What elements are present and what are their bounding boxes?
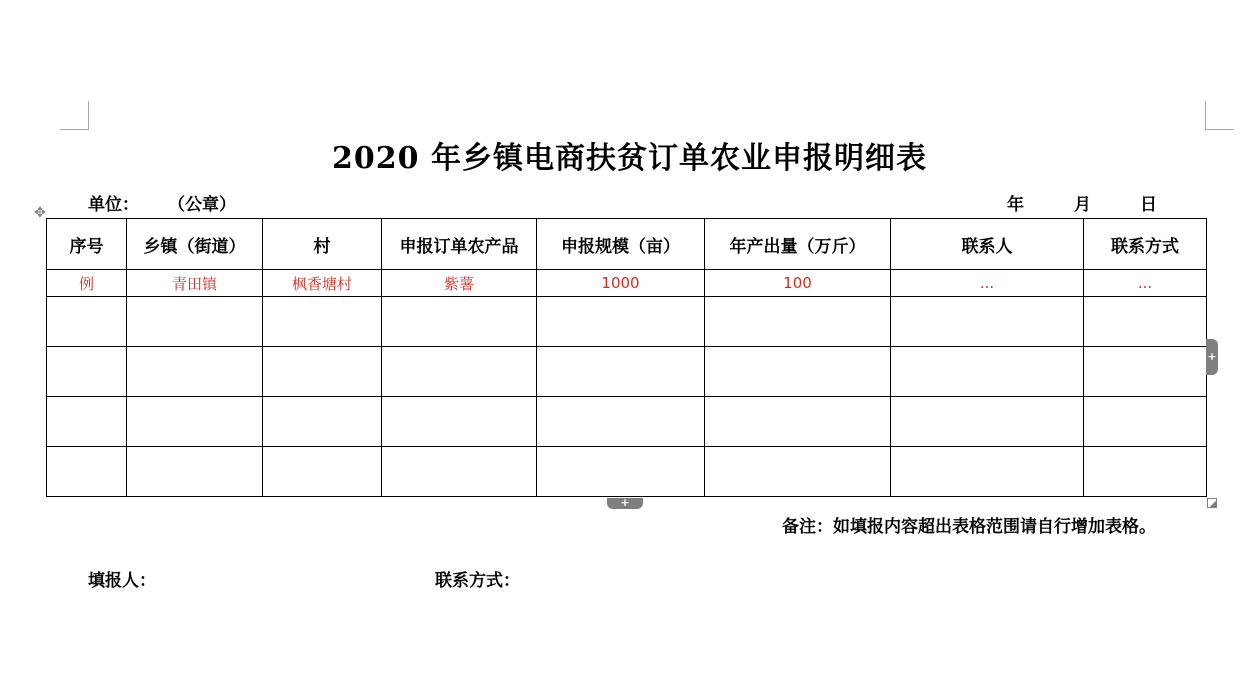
example-cell-contact-info[interactable]: ... xyxy=(1084,270,1207,297)
table-cell[interactable] xyxy=(382,447,537,497)
table-cell[interactable] xyxy=(263,397,382,447)
table-cell[interactable] xyxy=(263,347,382,397)
table-cell[interactable] xyxy=(891,297,1084,347)
application-table xyxy=(46,218,1207,497)
page-corner-marker-top-right xyxy=(1205,101,1234,130)
table-move-handle-icon[interactable]: ✥ xyxy=(34,205,46,221)
header-cell-village[interactable]: 村 xyxy=(263,219,382,270)
header-cell-township[interactable]: 乡镇（街道） xyxy=(127,219,263,270)
add-row-button[interactable] xyxy=(607,498,643,509)
contact-label: 联系方式： xyxy=(435,571,520,591)
table-cell[interactable] xyxy=(705,297,891,347)
table-cell[interactable] xyxy=(382,397,537,447)
plus-icon: + xyxy=(620,496,630,509)
date-day-label: 日 xyxy=(1140,195,1157,215)
table-cell[interactable] xyxy=(891,347,1084,397)
table-cell[interactable] xyxy=(47,447,127,497)
table-cell[interactable] xyxy=(705,397,891,447)
table-cell[interactable] xyxy=(382,347,537,397)
date-year-label: 年 xyxy=(1007,195,1024,215)
example-cell-index[interactable]: 例 xyxy=(47,270,127,297)
table-cell[interactable] xyxy=(263,447,382,497)
table-row xyxy=(47,397,1207,447)
table-cell[interactable] xyxy=(705,347,891,397)
add-column-button[interactable] xyxy=(1206,339,1218,375)
table-cell[interactable] xyxy=(127,347,263,397)
table-cell[interactable] xyxy=(537,347,705,397)
filler-label: 填报人： xyxy=(88,571,156,591)
table-cell[interactable] xyxy=(891,397,1084,447)
table-cell[interactable] xyxy=(705,447,891,497)
table-row xyxy=(47,447,1207,497)
table-cell[interactable] xyxy=(1084,397,1207,447)
table-cell[interactable] xyxy=(127,397,263,447)
header-cell-contact-info[interactable]: 联系方式 xyxy=(1084,219,1207,270)
table-cell[interactable] xyxy=(537,397,705,447)
header-cell-contact-person[interactable]: 联系人 xyxy=(891,219,1084,270)
example-row xyxy=(47,270,1207,297)
example-cell-scale[interactable]: 1000 xyxy=(537,270,705,297)
table-cell[interactable] xyxy=(47,397,127,447)
table-cell[interactable] xyxy=(1084,447,1207,497)
example-cell-product[interactable]: 紫薯 xyxy=(382,270,537,297)
table-cell[interactable] xyxy=(47,297,127,347)
table-cell[interactable] xyxy=(537,297,705,347)
header-cell-product[interactable]: 申报订单农产品 xyxy=(382,219,537,270)
example-cell-village[interactable]: 枫香塘村 xyxy=(263,270,382,297)
table-row xyxy=(47,347,1207,397)
unit-label: 单位： xyxy=(88,195,139,215)
example-cell-township[interactable]: 青田镇 xyxy=(127,270,263,297)
date-month-label: 月 xyxy=(1074,195,1091,215)
header-cell-index[interactable]: 序号 xyxy=(47,219,127,270)
header-cell-output[interactable]: 年产出量（万斤） xyxy=(705,219,891,270)
table-cell[interactable] xyxy=(537,447,705,497)
table-cell[interactable] xyxy=(127,447,263,497)
plus-icon: + xyxy=(1207,350,1217,363)
table-resize-handle-icon[interactable] xyxy=(1207,498,1217,508)
table-cell[interactable] xyxy=(263,297,382,347)
table-cell[interactable] xyxy=(1084,347,1207,397)
table-cell[interactable] xyxy=(382,297,537,347)
unit-seal-label: （公章） xyxy=(168,195,236,215)
table-header-row xyxy=(47,219,1207,270)
page-corner-marker-top-left xyxy=(60,101,89,130)
example-cell-output[interactable]: 100 xyxy=(705,270,891,297)
table-cell[interactable] xyxy=(891,447,1084,497)
table-cell[interactable] xyxy=(1084,297,1207,347)
table-cell[interactable] xyxy=(127,297,263,347)
example-cell-contact-person[interactable]: ... xyxy=(891,270,1084,297)
table-cell[interactable] xyxy=(47,347,127,397)
header-cell-scale[interactable]: 申报规模（亩） xyxy=(537,219,705,270)
document-title: 2020 年乡镇电商扶贫订单农业申报明细表 xyxy=(332,141,927,176)
table-note: 备注：如填报内容超出表格范围请自行增加表格。 xyxy=(782,517,1156,537)
table-row xyxy=(47,297,1207,347)
